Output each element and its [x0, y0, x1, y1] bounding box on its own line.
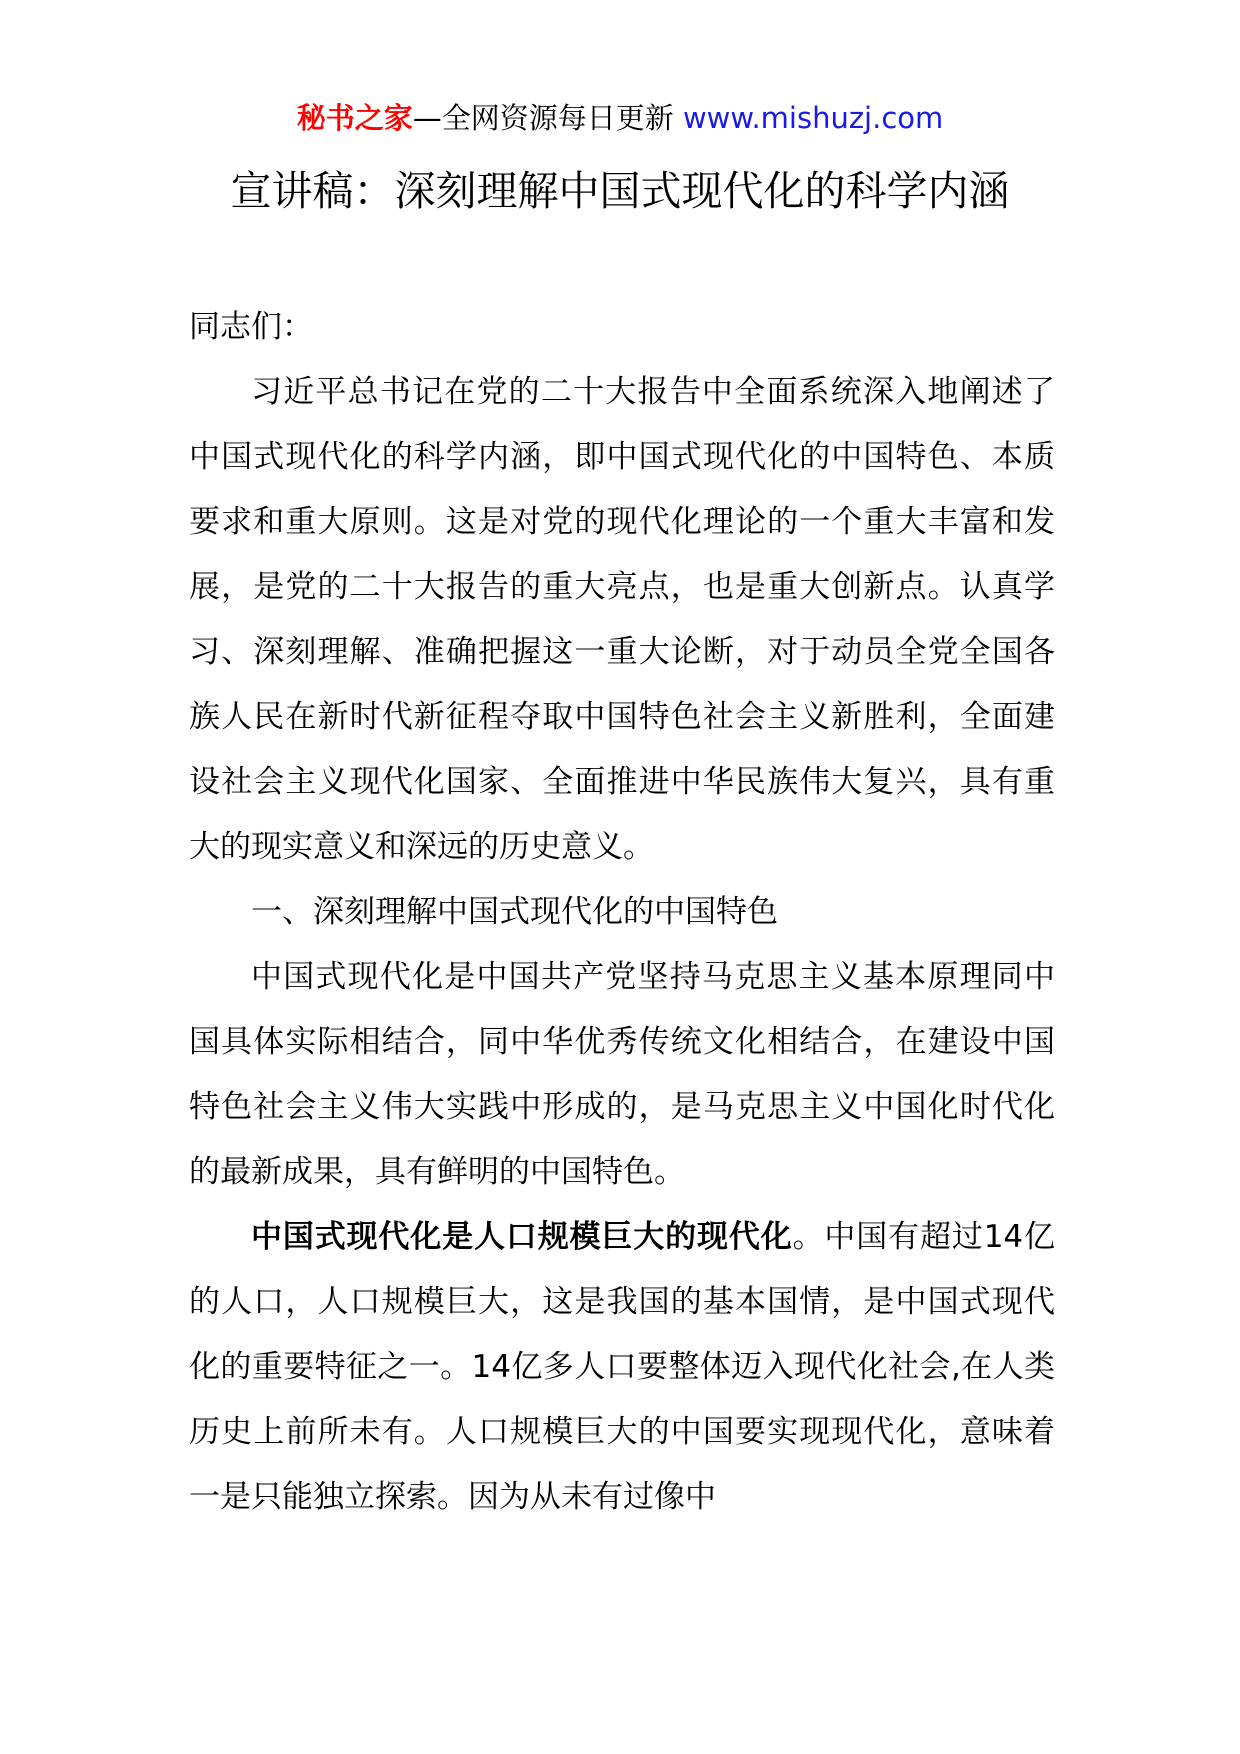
population-text: 。中国有超过14亿的人口，人口规模巨大，这是我国的基本国情，是中国式现代化的重要特征之一。14亿多人口要整体迈入现代化社会,在人类历史上前所未有。人口规模巨大的中国要实现现代化，意味着一是只能独立探索。因为从未有过像中 [189, 1219, 1056, 1515]
section-heading-1: 一、深刻理解中国式现代化的中国特色 [251, 894, 778, 930]
paragraph-chinese-features: 中国式现代化是中国共产党坚持马克思主义基本原理同中国具体实际相结合，同中华优秀传统文化相结合，在建设中国特色社会主义伟大实践中形成的，是马克思主义中国化时代化的最新成果，具有鲜明的中国特色。 [189, 959, 1055, 1190]
site-url-link[interactable]: www.mishuzj.com [682, 101, 944, 135]
paragraph-population [189, 1205, 1055, 1530]
paragraph-intro: 习近平总书记在党的二十大报告中全面系统深入地阐述了中国式现代化的科学内涵，即中国式现代化的中国特色、本质要求和重大原则。这是对党的现代化理论的一个重大丰富和发展，是党的二十大报告的重大亮点，也是重大创新点。认真学习、深刻理解、准确把握这一重大论断，对于动员全党全国各族人民在新时代新征程夺取中国特色社会主义新胜利，全面建设社会主义现代化国家、全面推进中华民族伟大复兴，具有重大的现实意义和深远的历史意义。 [189, 374, 1055, 865]
document-body [189, 295, 1055, 1530]
population-lead-sentence: 中国式现代化是人口规模巨大的现代化 [251, 1219, 793, 1255]
salutation: 同志们： [189, 309, 313, 345]
site-brand: 秘书之家 [296, 101, 413, 135]
document-title: 宣讲稿：深刻理解中国式现代化的科学内涵 [230, 167, 1010, 215]
site-header [0, 98, 1240, 138]
header-tagline: —全网资源每日更新 [412, 101, 683, 135]
